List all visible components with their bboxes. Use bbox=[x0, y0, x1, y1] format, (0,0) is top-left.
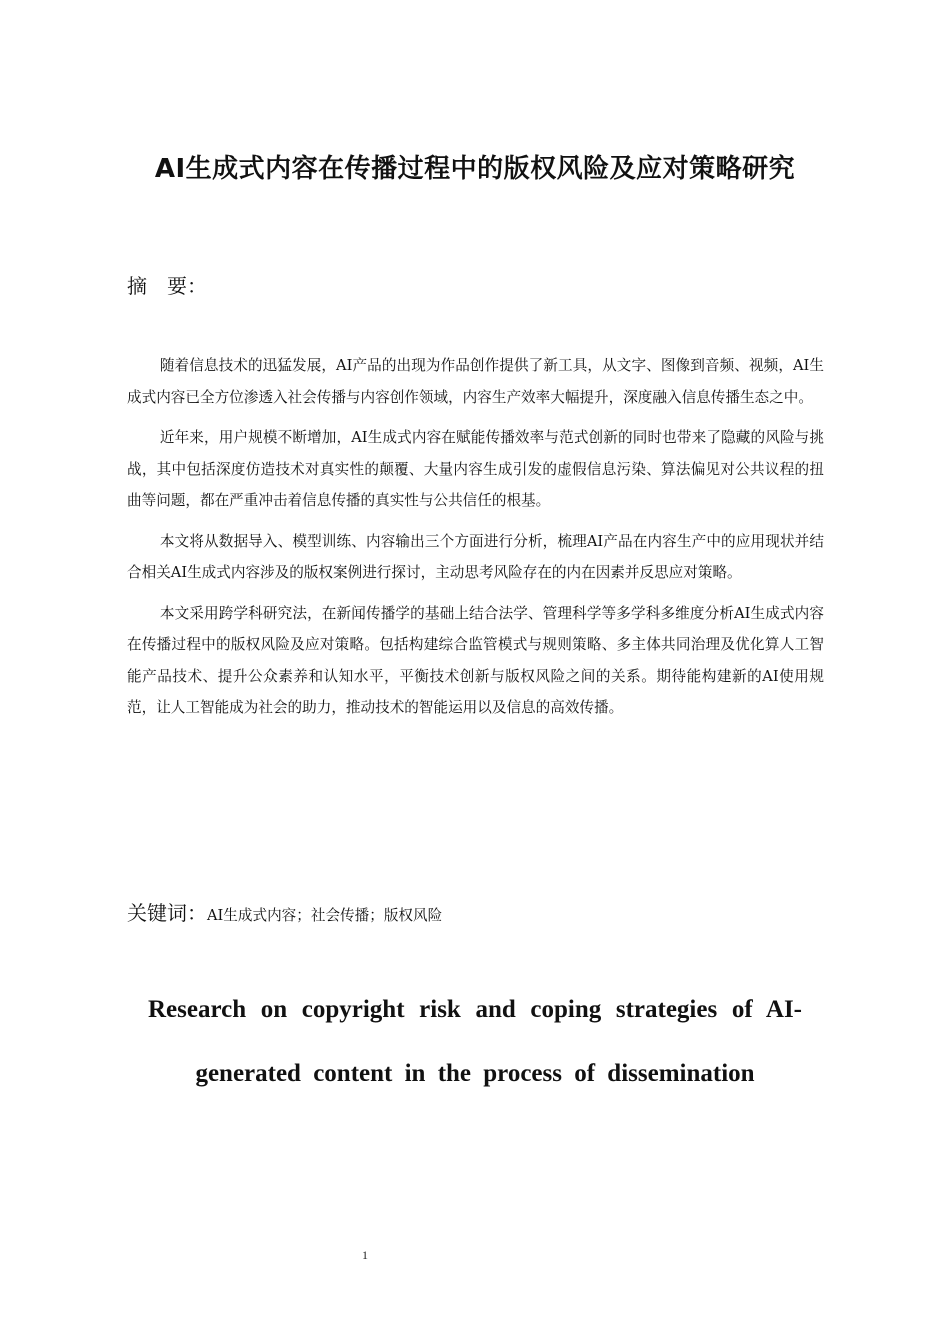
page-number: 1 bbox=[362, 1248, 368, 1262]
abstract-paragraph-2: 近年来，用户规模不断增加，AI生成式内容在赋能传播效率与范式创新的同时也带来了隐藏的风险与挑战，其中包括深度仿造技术对真实性的颠覆、大量内容生成引发的虚假信息污染、算法偏见对公共议程的扭曲等问题，都在严重冲击着信息传播的真实性与公共信任的根基。 bbox=[127, 429, 824, 509]
keywords-label: 关键词： bbox=[127, 901, 207, 925]
keywords-text: AI生成式内容；社会传播；版权风险 bbox=[207, 907, 443, 924]
abstract-body bbox=[127, 350, 824, 733]
chinese-title: AI生成式内容在传播过程中的版权风险及应对策略研究 bbox=[154, 154, 796, 184]
keywords-line bbox=[127, 897, 442, 926]
abstract-paragraph-1: 随着信息技术的迅猛发展，AI产品的出现为作品创作提供了新工具，从文字、图像到音频、视频，AI生成式内容已全方位渗透入社会传播与内容创作领域，内容生产效率大幅提升，深度融入信息传播生态之中。 bbox=[127, 357, 824, 406]
english-title: Research on copyright risk and coping strategies of AI-generated content in the process of dissemination bbox=[148, 996, 802, 1087]
abstract-paragraph-3: 本文将从数据导入、模型训练、内容输出三个方面进行分析，梳理AI产品在内容生产中的应用现状并结合相关AI生成式内容涉及的版权案例进行探讨，主动思考风险存在的内在因素并反思应对策略。 bbox=[127, 532, 824, 581]
abstract-heading: 摘 要： bbox=[127, 274, 207, 298]
abstract-paragraph-4: 本文采用跨学科研究法，在新闻传播学的基础上结合法学、管理科学等多学科多维度分析AI生成式内容在传播过程中的版权风险及应对策略。包括构建综合监管模式与规则策略、多主体共同治理及优化算人工智能产品技术、提升公众素养和认知水平，平衡技术创新与版权风险之间的关系。期待能构建新的AI使用规范，让人工智能成为社会的助力，推动技术的智能运用以及信息的高效传播。 bbox=[127, 604, 824, 716]
